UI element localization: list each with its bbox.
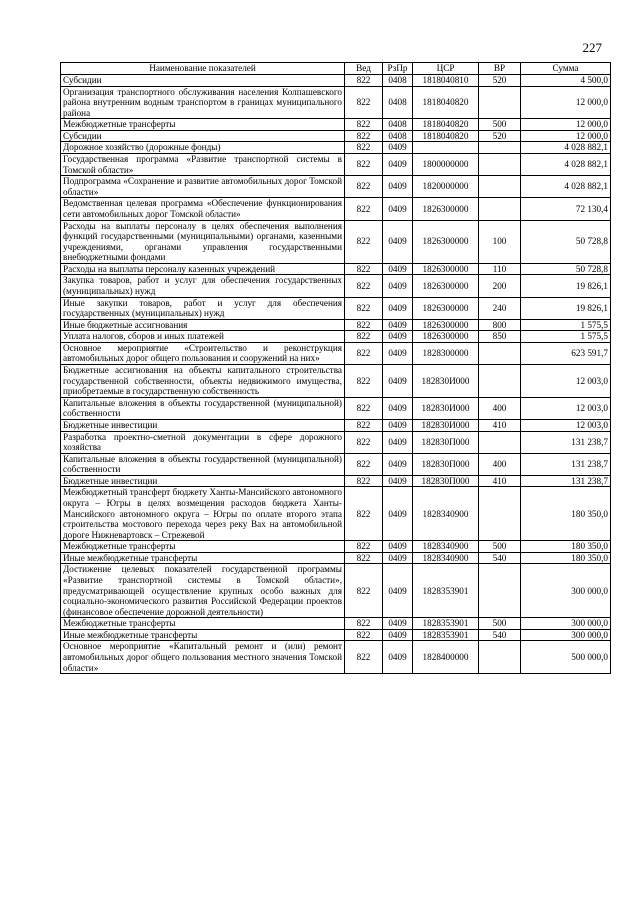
table-row — [61, 397, 611, 419]
row-rzpr-cell: 0409 — [383, 154, 413, 176]
table-body — [61, 75, 611, 674]
row-ved-cell: 822 — [345, 142, 383, 154]
row-vr-cell: 800 — [479, 319, 521, 331]
row-name-cell: Межбюджетные трансферты — [61, 541, 345, 553]
row-csr-cell: 1828400000 — [413, 641, 479, 674]
table-row — [61, 75, 611, 87]
table-row — [61, 86, 611, 119]
row-sum-cell: 12 000,0 — [521, 86, 611, 119]
row-rzpr-cell: 0409 — [383, 419, 413, 431]
row-ved-cell: 822 — [345, 86, 383, 119]
row-ved-cell: 822 — [345, 220, 383, 263]
table-row — [61, 119, 611, 131]
row-csr-cell: 1828340900 — [413, 487, 479, 541]
row-csr-cell: 1820000000 — [413, 176, 479, 198]
row-sum-cell: 4 500,0 — [521, 75, 611, 87]
row-name-cell: Межбюджетные трансферты — [61, 119, 345, 131]
table-row — [61, 297, 611, 319]
row-rzpr-cell: 0409 — [383, 275, 413, 297]
row-ved-cell: 822 — [345, 331, 383, 343]
row-vr-cell: 520 — [479, 75, 521, 87]
row-vr-cell: 100 — [479, 220, 521, 263]
row-csr-cell: 1826300000 — [413, 319, 479, 331]
table-row — [61, 198, 611, 220]
row-csr-cell: 1826300000 — [413, 275, 479, 297]
budget-table — [60, 62, 611, 674]
row-name-cell: Субсидии — [61, 75, 345, 87]
row-name-cell: Уплата налогов, сборов и иных платежей — [61, 331, 345, 343]
table-row — [61, 552, 611, 564]
row-rzpr-cell: 0409 — [383, 198, 413, 220]
row-sum-cell: 300 000,0 — [521, 629, 611, 641]
row-csr-cell: 1818040820 — [413, 119, 479, 131]
row-sum-cell: 12 003,0 — [521, 365, 611, 398]
row-rzpr-cell: 0409 — [383, 297, 413, 319]
table-row — [61, 365, 611, 398]
row-rzpr-cell: 0408 — [383, 86, 413, 119]
row-name-cell: Капитальные вложения в объекты государственной (муниципальной) собственности — [61, 453, 345, 475]
row-name-cell: Иные бюджетные ассигнования — [61, 319, 345, 331]
table-row — [61, 263, 611, 275]
row-ved-cell: 822 — [345, 397, 383, 419]
row-ved-cell: 822 — [345, 541, 383, 553]
row-csr-cell: 1818040820 — [413, 86, 479, 119]
row-vr-cell: 410 — [479, 475, 521, 487]
row-vr-cell: 540 — [479, 552, 521, 564]
row-vr-cell: 240 — [479, 297, 521, 319]
row-name-cell: Основное мероприятие «Капитальный ремонт и (или) ремонт автомобильных дорог общего пользования местного значения Томской области» — [61, 641, 345, 674]
table-row — [61, 220, 611, 263]
row-ved-cell: 822 — [345, 641, 383, 674]
row-name-cell: Подпрограмма «Сохранение и развитие автомобильных дорог Томской области» — [61, 176, 345, 198]
row-name-cell: Иные межбюджетные трансферты — [61, 629, 345, 641]
header-csr: ЦСР — [413, 63, 479, 75]
row-sum-cell: 19 826,1 — [521, 297, 611, 319]
table-row — [61, 629, 611, 641]
row-csr-cell: 182830И000 — [413, 397, 479, 419]
table-row — [61, 453, 611, 475]
row-vr-cell — [479, 86, 521, 119]
row-sum-cell: 72 130,4 — [521, 198, 611, 220]
table-row — [61, 130, 611, 142]
row-vr-cell: 400 — [479, 453, 521, 475]
row-name-cell: Разработка проектно-сметной документации в сфере дорожного хозяйства — [61, 431, 345, 453]
row-ved-cell: 822 — [345, 475, 383, 487]
row-ved-cell: 822 — [345, 419, 383, 431]
header-name: Наименование показателей — [61, 63, 345, 75]
row-name-cell: Закупка товаров, работ и услуг для обеспечения государственных (муниципальных) нужд — [61, 275, 345, 297]
row-ved-cell: 822 — [345, 319, 383, 331]
row-rzpr-cell: 0409 — [383, 176, 413, 198]
table-row — [61, 419, 611, 431]
row-ved-cell: 822 — [345, 564, 383, 618]
table-row — [61, 275, 611, 297]
row-sum-cell: 300 000,0 — [521, 618, 611, 630]
page-number: 227 — [582, 40, 602, 55]
row-csr-cell: 1826300000 — [413, 263, 479, 275]
row-ved-cell: 822 — [345, 453, 383, 475]
row-rzpr-cell: 0409 — [383, 331, 413, 343]
row-name-cell: Достижение целевых показателей государственной программы «Развитие транспортной системы в Томской области», предусматривающей осуществление крупных особо важных для социально-экономического развития Российской Федерации проектов (финансовое обеспечение дорожной деятельности) — [61, 564, 345, 618]
table-header-row — [61, 63, 611, 75]
row-rzpr-cell: 0408 — [383, 119, 413, 131]
table-row — [61, 154, 611, 176]
row-rzpr-cell: 0409 — [383, 552, 413, 564]
row-ved-cell: 822 — [345, 618, 383, 630]
row-csr-cell: 1828353901 — [413, 564, 479, 618]
row-ved-cell: 822 — [345, 154, 383, 176]
row-sum-cell: 19 826,1 — [521, 275, 611, 297]
row-name-cell: Государственная программа «Развитие транспортной системы в Томской области» — [61, 154, 345, 176]
header-vr: ВР — [479, 63, 521, 75]
row-sum-cell: 1 575,5 — [521, 319, 611, 331]
row-ved-cell: 822 — [345, 365, 383, 398]
row-sum-cell: 500 000,0 — [521, 641, 611, 674]
row-rzpr-cell: 0409 — [383, 475, 413, 487]
row-name-cell: Субсидии — [61, 130, 345, 142]
row-csr-cell: 1828300000 — [413, 342, 479, 364]
row-rzpr-cell: 0409 — [383, 142, 413, 154]
row-name-cell: Иные межбюджетные трансферты — [61, 552, 345, 564]
row-vr-cell — [479, 176, 521, 198]
row-vr-cell — [479, 641, 521, 674]
row-vr-cell — [479, 342, 521, 364]
row-name-cell: Расходы на выплаты персоналу казенных учреждений — [61, 263, 345, 275]
row-ved-cell: 822 — [345, 431, 383, 453]
row-vr-cell: 520 — [479, 130, 521, 142]
row-csr-cell: 1818040810 — [413, 75, 479, 87]
row-csr-cell: 182830П000 — [413, 475, 479, 487]
row-vr-cell — [479, 154, 521, 176]
row-sum-cell: 300 000,0 — [521, 564, 611, 618]
row-ved-cell: 822 — [345, 629, 383, 641]
row-csr-cell: 182830И000 — [413, 365, 479, 398]
row-rzpr-cell: 0409 — [383, 453, 413, 475]
row-csr-cell: 1826300000 — [413, 198, 479, 220]
row-ved-cell: 822 — [345, 176, 383, 198]
row-vr-cell: 540 — [479, 629, 521, 641]
row-csr-cell: 182830И000 — [413, 419, 479, 431]
table-row — [61, 541, 611, 553]
row-rzpr-cell: 0409 — [383, 397, 413, 419]
row-ved-cell: 822 — [345, 198, 383, 220]
row-csr-cell: 1828353901 — [413, 629, 479, 641]
table-row — [61, 142, 611, 154]
row-ved-cell: 822 — [345, 119, 383, 131]
row-rzpr-cell: 0409 — [383, 618, 413, 630]
row-sum-cell: 180 350,0 — [521, 487, 611, 541]
row-sum-cell: 50 728,8 — [521, 220, 611, 263]
row-rzpr-cell: 0408 — [383, 130, 413, 142]
row-name-cell: Расходы на выплаты персоналу в целях обеспечения выполнения функций государственными (муниципальными) органами, казенными учреждениями, органами управления государственными внебюджетными фондами — [61, 220, 345, 263]
row-rzpr-cell: 0409 — [383, 431, 413, 453]
row-vr-cell — [479, 487, 521, 541]
table-row — [61, 319, 611, 331]
row-ved-cell: 822 — [345, 275, 383, 297]
row-vr-cell — [479, 142, 521, 154]
row-vr-cell: 200 — [479, 275, 521, 297]
row-rzpr-cell: 0409 — [383, 220, 413, 263]
row-ved-cell: 822 — [345, 75, 383, 87]
row-name-cell: Межбюджетные трансферты — [61, 618, 345, 630]
row-rzpr-cell: 0409 — [383, 342, 413, 364]
row-csr-cell: 182830П000 — [413, 453, 479, 475]
row-name-cell: Бюджетные инвестиции — [61, 475, 345, 487]
table-row — [61, 176, 611, 198]
row-vr-cell: 410 — [479, 419, 521, 431]
row-sum-cell: 180 350,0 — [521, 552, 611, 564]
row-sum-cell: 4 028 882,1 — [521, 142, 611, 154]
row-vr-cell: 110 — [479, 263, 521, 275]
row-sum-cell: 4 028 882,1 — [521, 176, 611, 198]
row-rzpr-cell: 0409 — [383, 641, 413, 674]
row-ved-cell: 822 — [345, 342, 383, 364]
row-csr-cell: 182830П000 — [413, 431, 479, 453]
row-sum-cell: 12 003,0 — [521, 419, 611, 431]
row-vr-cell — [479, 431, 521, 453]
row-name-cell: Организация транспортного обслуживания населения Колпашевского района внутренним водным транспортом в границах муниципального района — [61, 86, 345, 119]
row-sum-cell: 131 238,7 — [521, 475, 611, 487]
row-name-cell: Иные закупки товаров, работ и услуг для обеспечения государственных (муниципальных) нужд — [61, 297, 345, 319]
row-rzpr-cell: 0409 — [383, 541, 413, 553]
row-rzpr-cell: 0409 — [383, 564, 413, 618]
row-name-cell: Основное мероприятие «Строительство и реконструкция автомобильных дорог общего пользования и сооружений на них» — [61, 342, 345, 364]
row-csr-cell: 1826300000 — [413, 331, 479, 343]
row-sum-cell: 12 003,0 — [521, 397, 611, 419]
row-name-cell: Дорожное хозяйство (дорожные фонды) — [61, 142, 345, 154]
row-vr-cell: 500 — [479, 541, 521, 553]
row-ved-cell: 822 — [345, 130, 383, 142]
row-vr-cell — [479, 365, 521, 398]
row-rzpr-cell: 0409 — [383, 629, 413, 641]
table-row — [61, 487, 611, 541]
row-ved-cell: 822 — [345, 487, 383, 541]
table-row — [61, 564, 611, 618]
row-rzpr-cell: 0409 — [383, 319, 413, 331]
row-csr-cell — [413, 142, 479, 154]
row-sum-cell: 180 350,0 — [521, 541, 611, 553]
row-name-cell: Бюджетные ассигнования на объекты капитального строительства государственной собственности, объекты недвижимого имущества, приобретаемые в государственную собственность — [61, 365, 345, 398]
row-vr-cell: 500 — [479, 618, 521, 630]
table-row — [61, 342, 611, 364]
row-name-cell: Бюджетные инвестиции — [61, 419, 345, 431]
row-vr-cell — [479, 564, 521, 618]
row-sum-cell: 12 000,0 — [521, 119, 611, 131]
row-vr-cell: 850 — [479, 331, 521, 343]
row-rzpr-cell: 0409 — [383, 365, 413, 398]
row-ved-cell: 822 — [345, 297, 383, 319]
header-rzpr: РзПр — [383, 63, 413, 75]
row-csr-cell: 1828340900 — [413, 541, 479, 553]
row-csr-cell: 1826300000 — [413, 297, 479, 319]
row-rzpr-cell: 0409 — [383, 263, 413, 275]
row-csr-cell: 1828340900 — [413, 552, 479, 564]
row-name-cell: Межбюджетный трансферт бюджету Ханты-Мансийского автономного округа – Югры в целях возмещения расходов бюджета Ханты-Мансийского автономного округа – Югры по оплате второго этапа строительства мостового перехода через реку Вах на автомобильной дороге Нижневартовск – Стрежевой — [61, 487, 345, 541]
table-row — [61, 331, 611, 343]
row-vr-cell: 400 — [479, 397, 521, 419]
row-sum-cell: 4 028 882,1 — [521, 154, 611, 176]
table-row — [61, 475, 611, 487]
table-row — [61, 618, 611, 630]
header-sum: Сумма — [521, 63, 611, 75]
header-ved: Вед — [345, 63, 383, 75]
row-sum-cell: 131 238,7 — [521, 431, 611, 453]
row-csr-cell: 1800000000 — [413, 154, 479, 176]
row-sum-cell: 1 575,5 — [521, 331, 611, 343]
row-csr-cell: 1818040820 — [413, 130, 479, 142]
row-name-cell: Капитальные вложения в объекты государственной (муниципальной) собственности — [61, 397, 345, 419]
row-sum-cell: 131 238,7 — [521, 453, 611, 475]
row-vr-cell: 500 — [479, 119, 521, 131]
row-sum-cell: 50 728,8 — [521, 263, 611, 275]
row-sum-cell: 12 000,0 — [521, 130, 611, 142]
row-rzpr-cell: 0409 — [383, 487, 413, 541]
row-vr-cell — [479, 198, 521, 220]
row-name-cell: Ведомственная целевая программа «Обеспечение функционирования сети автомобильных дорог Томской области» — [61, 198, 345, 220]
row-rzpr-cell: 0408 — [383, 75, 413, 87]
row-ved-cell: 822 — [345, 552, 383, 564]
row-sum-cell: 623 591,7 — [521, 342, 611, 364]
row-ved-cell: 822 — [345, 263, 383, 275]
table-row — [61, 431, 611, 453]
table-row — [61, 641, 611, 674]
row-csr-cell: 1826300000 — [413, 220, 479, 263]
row-csr-cell: 1828353901 — [413, 618, 479, 630]
